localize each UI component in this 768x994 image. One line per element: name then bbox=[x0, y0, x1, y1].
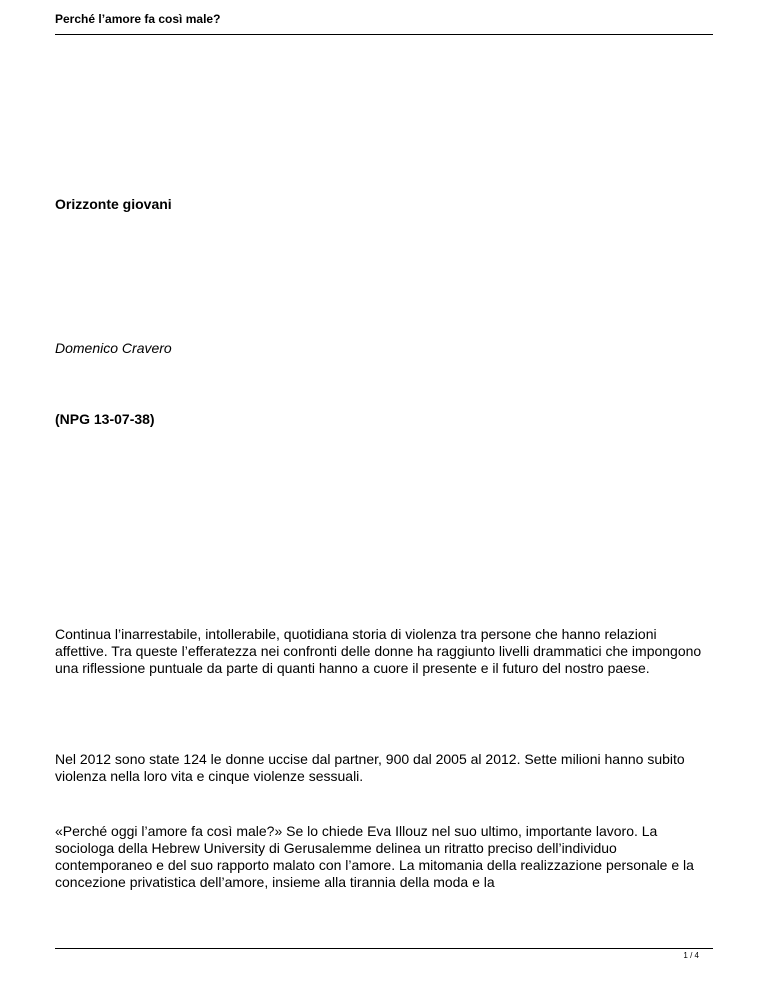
section-label: Orizzonte giovani bbox=[55, 196, 172, 212]
publication-reference: (NPG 13-07-38) bbox=[55, 411, 155, 427]
paragraph-text: «Perché oggi l’amore fa così male?» Se lo chiede Eva Illouz nel suo ultimo, importante lavoro. La sociologa della Hebrew University di Gerusalemme delinea un ritratto preciso dell’individuo contemporaneo e del suo rapporto malato con l’amore. La mitomania della realizzazione personale e la concezione privatistica dell’amore, insieme alla tirannia della moda e la bbox=[55, 823, 694, 890]
page-header bbox=[55, 10, 713, 35]
document-title: Perché l’amore fa così male? bbox=[55, 12, 221, 26]
body-paragraph-1 bbox=[55, 626, 713, 677]
body-paragraph-2 bbox=[55, 751, 713, 785]
page-footer bbox=[55, 948, 713, 960]
body-paragraph-3 bbox=[55, 823, 713, 891]
paragraph-text: Continua l’inarrestabile, intollerabile, quotidiana storia di violenza tra persone che hanno relazioni affettive. Tra queste l’efferatezza nei confronti delle donne ha raggiunto livelli drammatici che impongono una riflessione puntuale da parte di quanti hanno a cuore il presente e il futuro del nostro paese. bbox=[55, 626, 702, 676]
paragraph-text: Nel 2012 sono state 124 le donne uccise dal partner, 900 dal 2005 al 2012. Sette milioni hanno subito violenza nella loro vita e cinque violenze sessuali. bbox=[55, 751, 685, 784]
author-name: Domenico Cravero bbox=[55, 340, 172, 356]
page-number: 1 / 4 bbox=[683, 951, 699, 960]
